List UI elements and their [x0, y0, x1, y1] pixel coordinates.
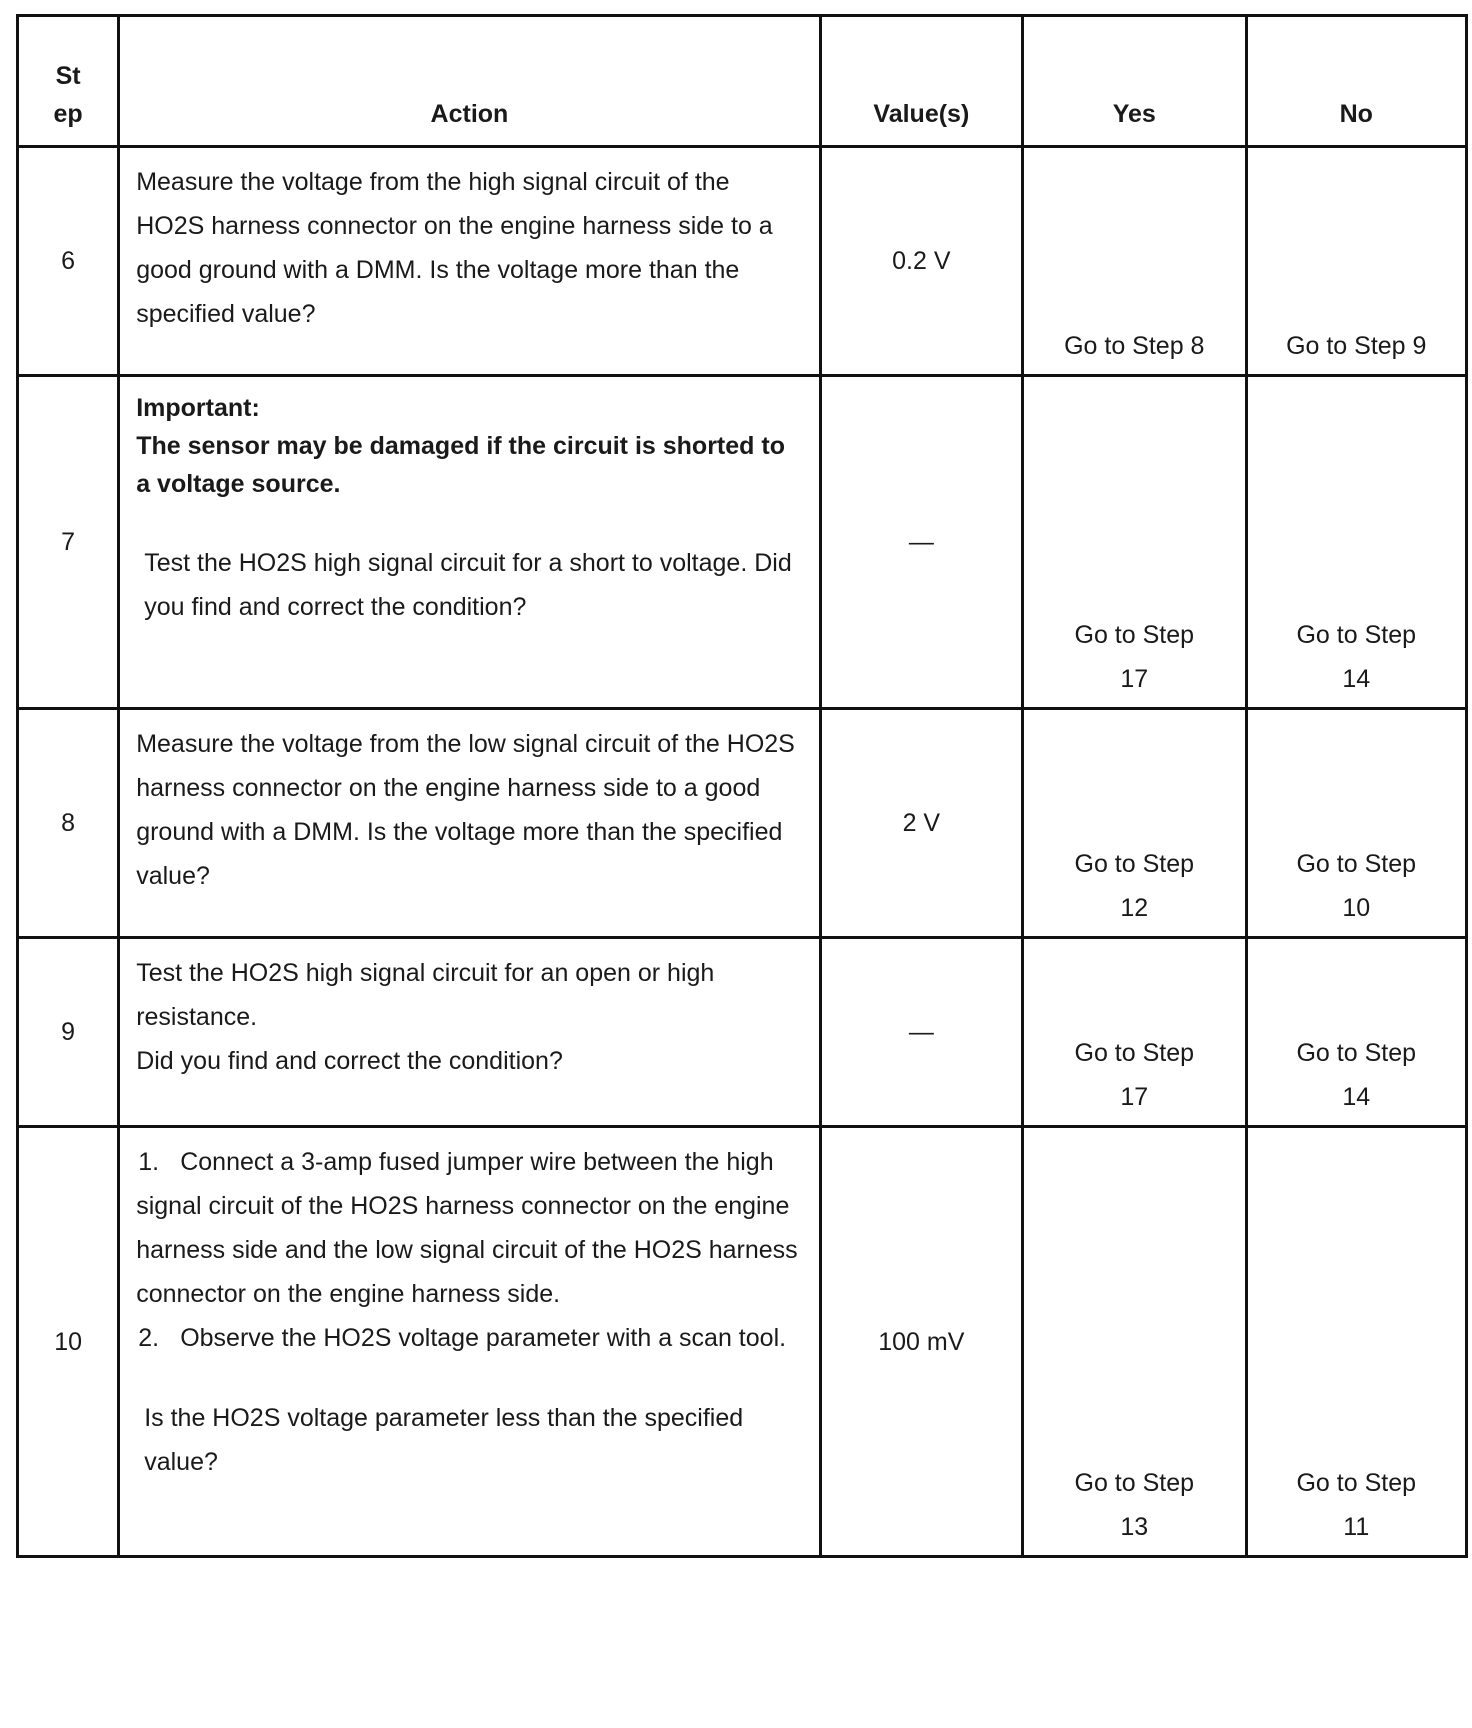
- list-number: 1.: [138, 1148, 160, 1176]
- list-number: 2.: [138, 1324, 160, 1352]
- yes-target: 17: [1120, 1083, 1149, 1111]
- step-number: 7: [18, 376, 119, 709]
- yes-target: 13: [1120, 1513, 1149, 1541]
- yes-cell: [1023, 709, 1246, 938]
- no-label: Go to Step: [1296, 850, 1417, 878]
- step-number: 6: [18, 147, 119, 376]
- list-text: Connect a 3-amp fused jumper wire between the high signal circuit of the HO2S harness connector on the engine harness side and the low signal circuit of the HO2S harness connector on the engine harness side.: [136, 1148, 798, 1308]
- important-text: The sensor may be damaged if the circuit is shorted to a voltage source.: [136, 432, 785, 498]
- action-question: Is the HO2S voltage parameter less than the specified value?: [144, 1404, 744, 1476]
- yes-cell: Go to Step 8: [1023, 147, 1246, 376]
- header-values: Value(s): [820, 16, 1022, 147]
- yes-cell: [1023, 1127, 1246, 1557]
- action-text: Test the HO2S high signal circuit for a short to voltage. Did you find and correct the condition?: [144, 549, 792, 621]
- header-yes: Yes: [1023, 16, 1246, 147]
- yes-label: Go to Step: [1074, 1039, 1195, 1067]
- no-cell: [1246, 1127, 1467, 1557]
- list-text: Observe the HO2S voltage parameter with a scan tool.: [180, 1324, 787, 1352]
- spacer: [136, 1360, 802, 1396]
- action-text: Measure the voltage from the low signal circuit of the HO2S harness connector on the engine harness side to a good ground with a DMM. Is the voltage more than the specified value?: [119, 709, 820, 938]
- yes-label: Go to Step: [1074, 850, 1195, 878]
- no-target: 11: [1343, 1513, 1370, 1541]
- action-list-item: [136, 1316, 802, 1360]
- no-label: Go to Step: [1296, 1469, 1417, 1497]
- header-row: [18, 16, 1467, 147]
- no-cell: [1246, 709, 1467, 938]
- no-target: 14: [1342, 1083, 1371, 1111]
- value-cell: —: [820, 938, 1022, 1127]
- table-row: [18, 376, 1467, 709]
- yes-cell: [1023, 938, 1246, 1127]
- header-action: Action: [119, 16, 820, 147]
- table-row: [18, 147, 1467, 376]
- action-cell: [119, 376, 820, 709]
- header-step: St ep: [18, 16, 119, 147]
- step-number: 8: [18, 709, 119, 938]
- action-line: Did you find and correct the condition?: [136, 1047, 563, 1075]
- action-text: Measure the voltage from the high signal circuit of the HO2S harness connector on the engine harness side to a good ground with a DMM. Is the voltage more than the specified value?: [119, 147, 820, 376]
- value-cell: 0.2 V: [820, 147, 1022, 376]
- no-target: 14: [1342, 665, 1371, 693]
- step-number: 9: [18, 938, 119, 1127]
- no-target: 10: [1342, 894, 1371, 922]
- no-cell: [1246, 376, 1467, 709]
- yes-cell: [1023, 376, 1246, 709]
- no-cell: Go to Step 9: [1246, 147, 1467, 376]
- yes-label: Go to Step: [1074, 1469, 1195, 1497]
- action-line: Test the HO2S high signal circuit for an open or high resistance.: [136, 959, 715, 1031]
- table-row: [18, 938, 1467, 1127]
- action-cell: [119, 938, 820, 1127]
- yes-label: Go to Step: [1074, 621, 1195, 649]
- action-cell: [119, 1127, 820, 1557]
- yes-target: 17: [1120, 665, 1149, 693]
- no-label: Go to Step: [1296, 621, 1417, 649]
- table-row: [18, 709, 1467, 938]
- yes-target: 12: [1120, 894, 1149, 922]
- no-label: Go to Step: [1296, 1039, 1417, 1067]
- no-cell: [1246, 938, 1467, 1127]
- step-number: 10: [18, 1127, 119, 1557]
- value-cell: 2 V: [820, 709, 1022, 938]
- value-cell: —: [820, 376, 1022, 709]
- value-cell: 100 mV: [820, 1127, 1022, 1557]
- table-row: [18, 1127, 1467, 1557]
- action-list-item: [136, 1140, 802, 1316]
- important-label: Important:: [136, 394, 260, 422]
- diagnostic-table: [16, 14, 1468, 1558]
- header-no: No: [1246, 16, 1467, 147]
